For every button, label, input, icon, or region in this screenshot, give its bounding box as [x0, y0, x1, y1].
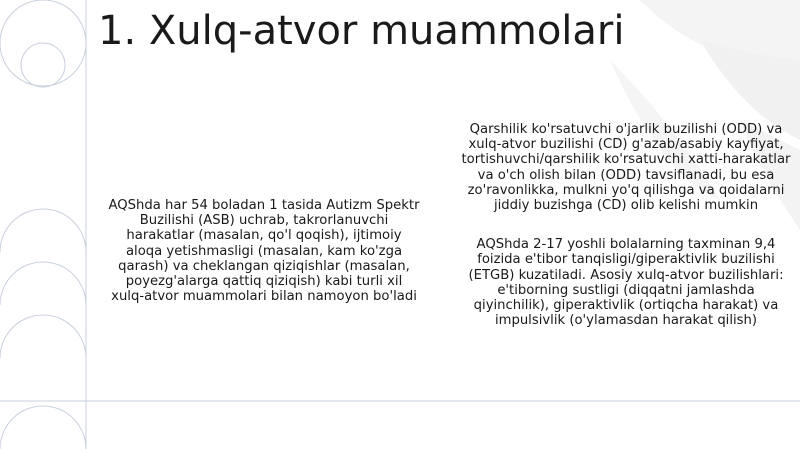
decor-arc-3	[0, 315, 86, 358]
decor-arc-1	[0, 209, 86, 252]
decor-arc-4	[0, 406, 86, 449]
decor-arc-2	[0, 262, 86, 305]
decor-circle-small	[21, 43, 65, 87]
slide-title: 1. Xulq-atvor muammolari	[98, 8, 625, 54]
right-text-column	[458, 122, 794, 328]
right-paragraph-2: AQShda 2-17 yoshli bolalarning taxminan 9,4 foizida e'tibor tanqisligi/giperaktivlik buzilishi (ETGB) kuzatiladi. Asosiy xulq-atvor buzilishlari: e'tiborning sustligi (diqqatni jamlashda qiyinchilik), giperaktivlik (ortiqcha harakat) va impulsivlik (o'ylamasdan harakat qilish)	[468, 237, 784, 329]
left-text-column	[108, 198, 420, 304]
right-paragraph-1: Qarshilik ko'rsatuvchi o'jarlik buzilishi (ODD) va xulq-atvor buzilishi (CD) g'azab/asabiy kayfiyat, tortishuvchi/qarshilik ko'rsatuvchi xatti-harakatlar va o'ch olish bilan (ODD) tavsiflanadi, bu esa zo'ravonlikka, mulkni yo'q qilishga va qoidalarni jiddiy buzishga (CD) olib kelishi mumkin	[461, 122, 791, 214]
left-paragraph: AQShda har 54 boladan 1 tasida Autizm Spektr Buzilishi (ASB) uchrab, takrorlanuvchi harakatlar (masalan, qo'l qoqish), ijtimoiy aloqa yetishmasligi (masalan, kam ko'zga qarash) va cheklangan qiziqishlar (masalan, poyezg'alarga qattiq qiziqish) kabi turli xil xulq-atvor muammolari bilan namoyon bo'ladi	[108, 198, 420, 305]
